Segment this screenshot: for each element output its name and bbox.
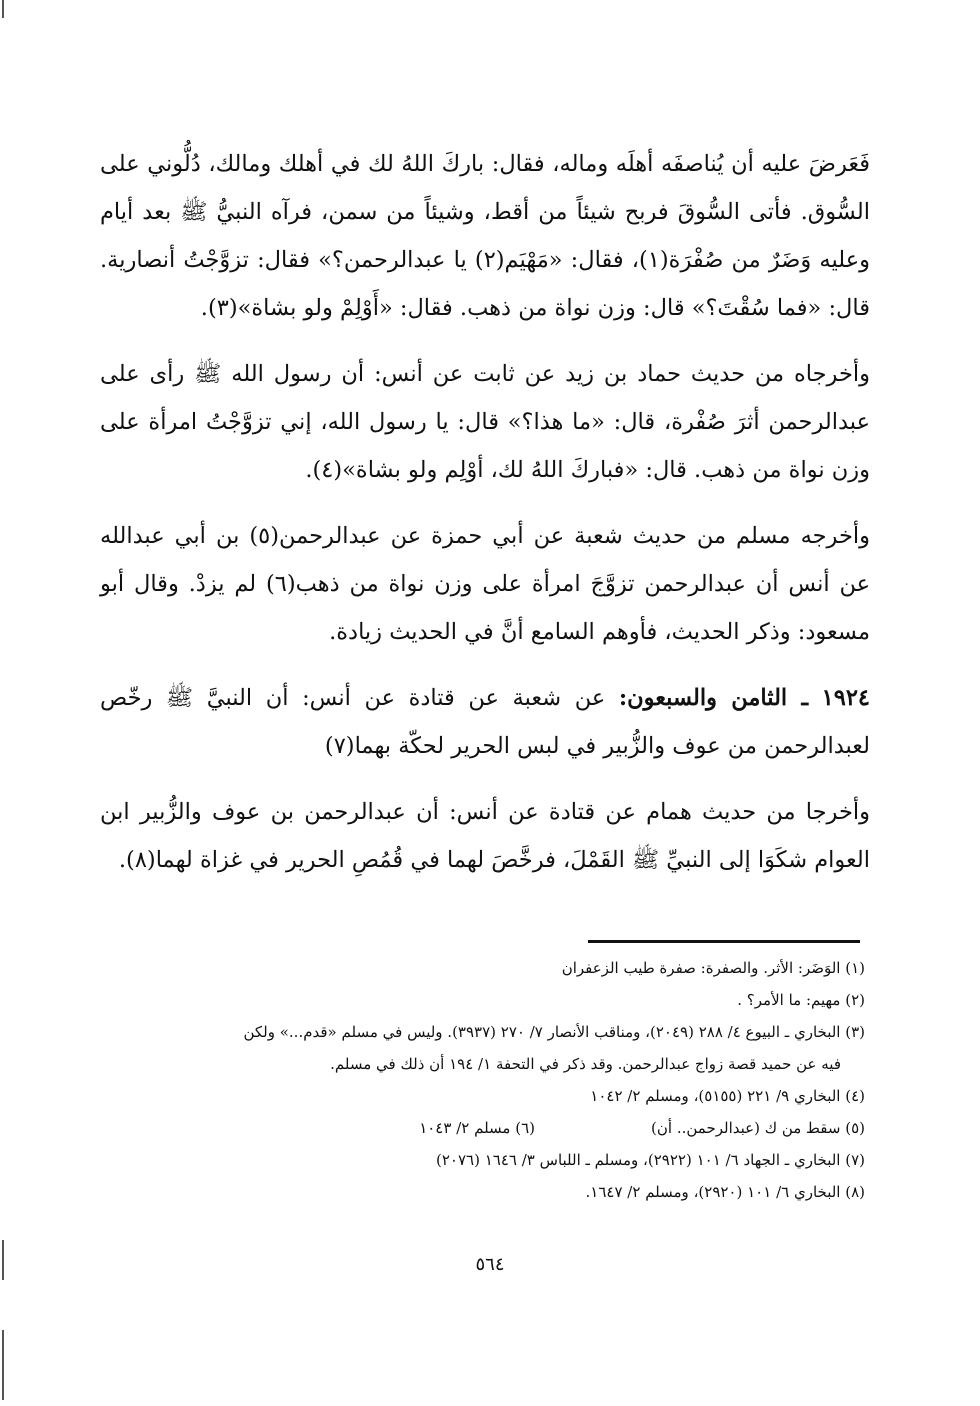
entry-number: ١٩٢٤ [821, 685, 870, 711]
footnote-5: (٥) سقط من ك (عبدالرحمن.. أن) [651, 1119, 865, 1137]
scan-edge-mark [2, 1330, 4, 1400]
footnote-7: (٧) البخاري ـ الجهاد ٦/ ١٠١ (٢٩٢٢)، ومسلم ـ اللباس ٣/ ١٦٤٦ (٢٠٧٦) [436, 1151, 865, 1169]
scan-edge-mark [2, 0, 4, 18]
footnote-2: (٢) مهيم: ما الأمر؟ . [737, 991, 865, 1009]
entry-text: عن شعبة عن قتادة عن أنس: أن النبيَّ ﷺ رخّص لعبدالرحمن من عوف والزُّبير في لبس الحرير لحكّة بهما(٧) [100, 685, 870, 759]
footnote-separator [588, 940, 860, 943]
page-number: ٥٦٤ [475, 1254, 505, 1275]
footnote-8: (٨) البخاري ٦/ ١٠١ (٢٩٢٠)، ومسلم ٢/ ١٦٤٧. [585, 1183, 865, 1201]
paragraph-closing: وأخرجا من حديث همام عن قتادة عن أنس: أن عبدالرحمن بن عوف والزُّبير ابن العوام شكَوَا إلى النبيِّ ﷺ القَمْلَ، فرخَّصَ لهما في قُمُصِ الحرير في غزاة لهما(٨). [100, 799, 870, 873]
footnote-1: (١) الوَضَر: الأثر. والصفرة: صفرة طيب الزعفران [561, 959, 865, 977]
hadith-entry [100, 674, 870, 770]
footnote-6: (٦) مسلم ٢/ ١٠٤٣ [419, 1119, 535, 1137]
footnote-3-continued: فيه عن حميد قصة زواج عبدالرحمن. وقد ذكر في التحفة ١/ ١٩٤ أن ذلك في مسلم. [330, 1055, 841, 1073]
paragraph-2: وأخرجاه من حديث حماد بن زيد عن ثابت عن أنس: أن رسول الله ﷺ رأى على عبدالرحمن أثرَ صُفْرة، قال: «ما هذا؟» قال: يا رسول الله، إني تزوَّجْتُ امرأة على وزن نواة من ذهب. قال: «فباركَ اللهُ لك، أوْلِم ولو بشاة»(٤). [100, 361, 870, 483]
paragraph-3: وأخرجه مسلم من حديث شعبة عن أبي حمزة عن عبدالرحمن(٥) بن أبي عبدالله عن أنس أن عبدالرحمن تزوَّجَ امرأة على وزن نواة من ذهب(٦) لم يزدْ. وقال أبو مسعود: وذكر الحديث، فأوهم السامع أنَّ في الحديث زيادة. [100, 523, 870, 645]
scan-edge-mark [2, 1240, 4, 1280]
footnote-3: (٣) البخاري ـ البيوع ٤/ ٢٨٨ (٢٠٤٩)، ومناقب الأنصار ٧/ ٢٧٠ (٣٩٣٧). وليس في مسلم «قدم...» ولكن [243, 1023, 865, 1041]
paragraph-1: فَعَرضَ عليه أن يُناصفَه أهلَه وماله، فقال: باركَ اللهُ لك في أهلك ومالك، دُلُّوني على السُّوق. فأتى السُّوقَ فربح شيئاً من أقط، وشيئاً من سمن، فرآه النبيُّ ﷺ بعد أيام وعليه وَضَرٌ من صُفْرَة(١)، فقال: «مَهْيَم(٢) يا عبدالرحمن؟» فقال: تزوَّجْتُ أنصارية. قال: «فما سُقْتَ؟» قال: وزن نواة من ذهب. فقال: «أَوْلِمْ ولو بشاة»(٣). [100, 151, 870, 321]
main-text [100, 140, 870, 902]
footnote-pair [110, 1112, 865, 1144]
entry-heading: ـ الثامن والسبعون: [618, 685, 809, 711]
footnote-4: (٤) البخاري ٩/ ٢٢١ (٥١٥٥)، ومسلم ٢/ ١٠٤٢ [590, 1087, 865, 1105]
footnotes [110, 952, 865, 1208]
